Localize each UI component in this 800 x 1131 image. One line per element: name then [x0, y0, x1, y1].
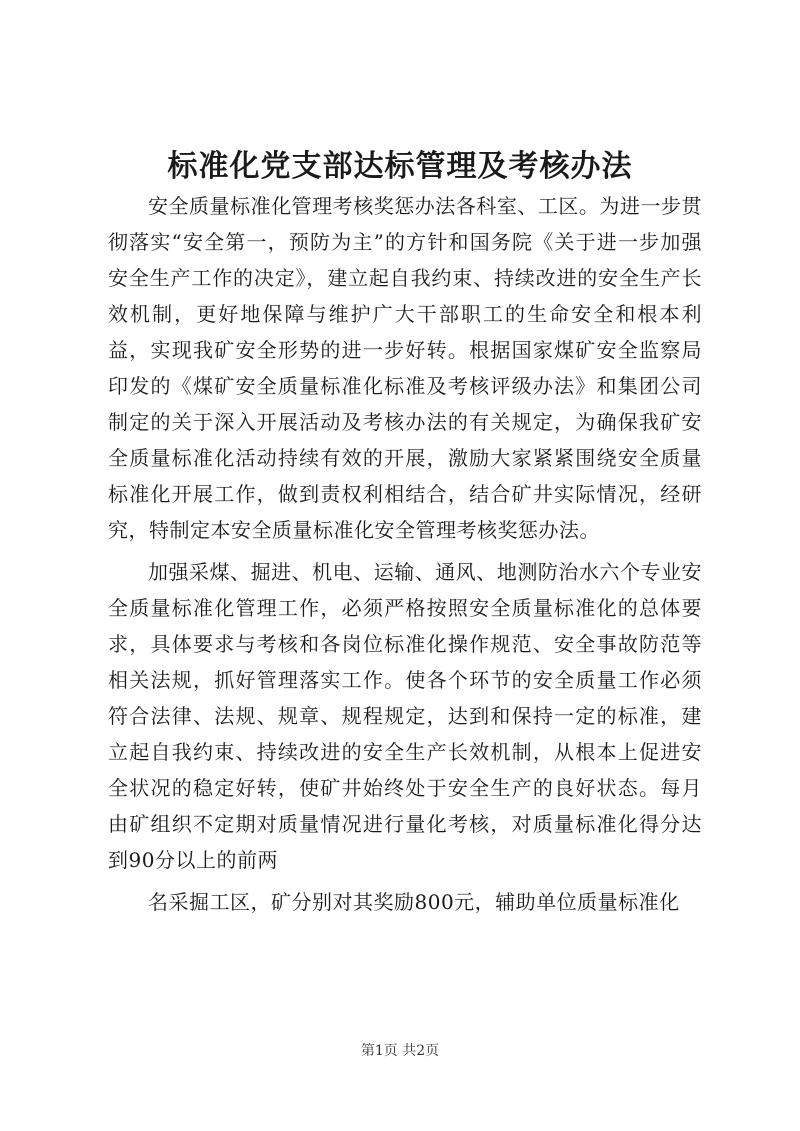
paragraph-3: 名采掘工区，矿分别对其奖励800元，辅助单位质量标准化	[148, 890, 680, 914]
document-title: 标准化党支部达标管理及考核办法	[167, 149, 633, 184]
paragraph-1: 安全质量标准化管理考核奖惩办法各科室、工区。为进一步贯彻落实“安全第一，预防为主”的方针和国务院《关于进一步加强安全生产工作的决定》，建立起自我约束、持续改进的安全生产长效机制，更好地保障与维护广大干部职工的生命安全和根本利益，实现我矿安全形势的进一步好转。根据国家煤矿安全监察局印发的《煤矿安全质量标准化标准及考核评级办法》和集团公司制定的关于深入开展活动及考核办法的有关规定，为确保我矿安全质量标准化活动持续有效的开展，激励大家紧紧围绕安全质量标准化开展工作，做到责权利相结合，结合矿井实际情况，经研究，特制定本安全质量标准化安全管理考核奖惩办法。	[108, 194, 702, 542]
document-body	[108, 188, 702, 920]
paragraph-2: 加强采煤、掘进、机电、运输、通风、地测防治水六个专业安全质量标准化管理工作，必须严格按照安全质量标准化的总体要求，具体要求与考核和各岗位标准化操作规范、安全事故防范等相关法规，抓好管理落实工作。使各个环节的安全质量工作必须符合法律、法规、规章、规程规定，达到和保持一定的标准，建立起自我约束、持续改进的安全生产长效机制，从根本上促进安全状况的稳定好转，使矿井始终处于安全生产的良好状态。每月由矿组织不定期对质量情况进行量化考核，对质量标准化得分达到90分以上的前两	[108, 560, 702, 872]
page-number-footer: 第1页 共2页	[360, 1043, 440, 1059]
